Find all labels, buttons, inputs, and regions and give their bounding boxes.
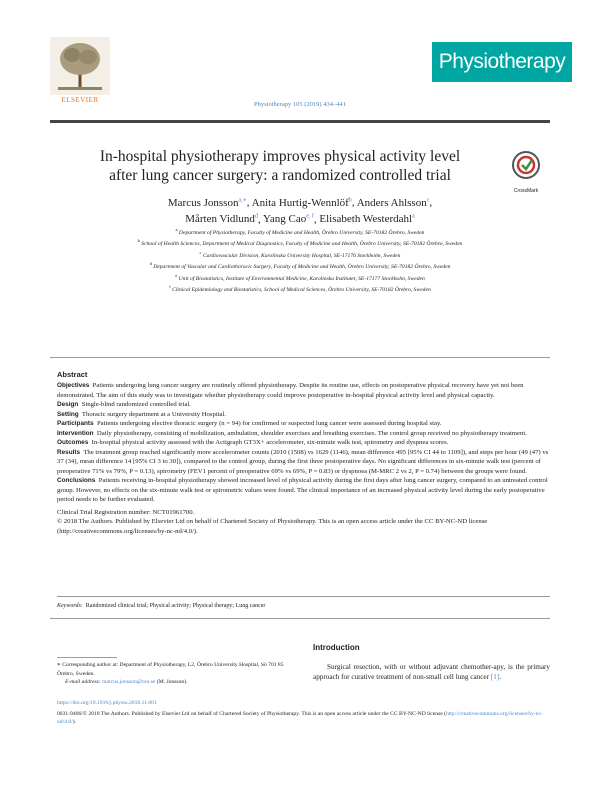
keywords-rule [57, 596, 550, 597]
license-link[interactable]: http://creativecommons.org/licenses/by-nc-nd/4.0/ [57, 711, 543, 725]
reference-link[interactable]: [1] [490, 673, 500, 681]
affiliation: $^a$ Department of Physiotherapy, Faculty of Medicine and Health, Örebro University, SE-70182 Örebro, Sweden [175, 227, 425, 236]
trial-registration: Clinical Trial Registration number: NCT01961700. [57, 508, 195, 516]
affiliation: $^d$ Department of Vascular and Cardiothoracic Surgery, Faculty of Medicine and Health, Örebro University, SE-70182 Örebro, Sweden [149, 261, 451, 271]
affiliation: $^b$ School of Health Sciences, Department of Medical Diagnostics, Faculty of Medicine and Health, Örebro University, SE-70182 Örebro, Sweden [137, 238, 463, 248]
crossmark-icon[interactable] [511, 150, 541, 190]
elsevier-tree-logo [50, 37, 110, 95]
title-line-1: In-hospital physiotherapy improves physical activity level [99, 148, 461, 165]
authors-line-1: Marcus Jonsson$^{a,∗}$, Anita Hurtig-Wennlöf$^b$, Anders Ahlsson$^c$, [167, 196, 433, 209]
author[interactable]: Yang Cao$^{e, f}$ [263, 213, 314, 226]
author[interactable]: Elisabeth Westerdahl$^a$ [319, 213, 415, 226]
abstract-outcomes: Outcomes In-hospital physical activity assessed with the Actigraph GT3X+ accelerometer, six-minute walk test, spirometry and dyspnea scores. [57, 439, 449, 446]
abstract-design: Design Single-blind randomized controlled trial. [57, 401, 191, 408]
corresponding-author-footnote: ∗ Corresponding author at: Department of Physiotherapy, L2, Örebro University Hospital, Sö 701 85 Örebro, Sweden. E-mail address: marcus.jonsson@oru.se (M. Jonsson). [57, 662, 284, 685]
journal-logo[interactable]: Physiotherapy [432, 42, 572, 82]
keywords: Keywords: Randomized clinical trial; Physical activity; Physical therapy; Lung cancer [57, 603, 266, 609]
introduction-text: Surgical resection, with or without adjuvant chemother-apy, is the primary approach for curative treatment of non-small cell lung cancer [1]. [313, 663, 550, 681]
license-statement: 0031-9406/© 2018 The Authors. Published by Elsevier Ltd on behalf of Chartered Society of Physiotherapy. This is an open access article under the CC BY-NC-ND license (http://creativecommons.org/licenses/by-nc-nd/4.0/). [57, 711, 543, 725]
doi-link[interactable]: https://doi.org/10.1016/j.physio.2018.11.001 [57, 700, 157, 706]
affiliation: $^f$ Clinical Epidemiology and Biostatistics, School of Medical Sciences, Örebro University, SE-70182 Örebro, Sweden [169, 284, 431, 294]
article-title [60, 147, 500, 185]
affiliation: $^c$ Cardiovascular Division, Karolinska University Hospital, SE-17176 Stockholm, Sweden [199, 249, 401, 259]
author[interactable]: Mårten Vidlund$^d$ [185, 213, 258, 226]
header-rule-thin [50, 120, 550, 121]
abstract-body [57, 381, 550, 536]
introduction-heading: Introduction [313, 643, 360, 652]
header-rule [50, 121, 550, 123]
abstract-setting: Setting Thoracic surgery department at a University Hospital. [57, 410, 227, 418]
email-link[interactable]: marcus.jonsson@oru.se [102, 679, 156, 685]
author[interactable]: Anita Hurtig-Wennlöf$^b$ [251, 196, 352, 209]
abstract-results: Results The treatment group reached significantly more accelerometer counts (2010 (1508) vs 1629 (1146), mean difference 495 [95% CI 44 to 1109]), and steps per hour (49 (47) vs 37 (34), mean difference 14 [95% CI 3 to 30]), compared to the control group, during the first three postoperative days. No significant differences in six-minute walk test (percent of preoperative 71% vs 79%, P = 0.13), spirometry (FEV1 percent of preoperative 69% vs 69%, P = 0.83) or dyspnoea (M-MRC 2 vs 2, P = 0.74) between the groups were found. [57, 448, 549, 475]
author-list [90, 193, 510, 226]
abstract-bottom-rule [50, 618, 550, 619]
publisher-name: ELSEVIER [61, 96, 99, 104]
abstract-participants: Participants Patients undergoing elective thoracic surgery (n = 94) for confirmed or suspected lung cancer were assessed during hospital stay. [57, 420, 442, 427]
affiliation: $^e$ Unit of Biostatistics, Institute of Environmental Medicine, Karolinska Institutet, SE-17177 Stockholm, Sweden [175, 272, 425, 282]
affiliations [60, 226, 540, 295]
author[interactable]: Anders Ahlsson$^c$ [356, 196, 430, 209]
abstract-intervention: Intervention Daily physiotherapy, consisting of mobilization, ambulation, shoulder exercises and breathing exercises. The control group received no physiotherapy treatment. [57, 429, 527, 437]
footnote-rule [57, 657, 117, 658]
abstract-conclusions: Conclusions Patients receiving in-hospital physiotherapy showed increased level of physical activity during the first days after lung cancer surgery, compared to an untreated control group. However, no effects on the six-minute walk test or spirometric values were found. The clinical importance of an increased physical activity level during the early postoperative period needs to be further evaluated. [57, 477, 548, 503]
author[interactable]: Marcus Jonsson$^{a,∗}$ [167, 196, 247, 209]
journal-citation[interactable]: Physiotherapy 105 (2019) 434–441 [254, 101, 346, 108]
abstract-heading: Abstract [57, 370, 88, 379]
abstract-copyright: © 2018 The Authors. Published by Elsevier Ltd on behalf of Chartered Society of Physiotherapy. This is an open access article under the CC BY-NC-ND license (http://creativecommons.org/licenses/by-nc-nd/4.0/). [57, 518, 488, 535]
crossmark-label[interactable]: CrossMark [513, 188, 539, 194]
abstract-top-rule [50, 357, 550, 358]
title-line-2: after lung cancer surgery: a randomized controlled trial [109, 167, 451, 184]
authors-line-2: Mårten Vidlund$^d$, Yang Cao$^{e, f}$, Elisabeth Westerdahl$^a$ [185, 213, 415, 226]
abstract-objectives: Objectives Patients undergoing lung cancer surgery are routinely offered physiotherapy. Despite its routine use, effects on postoperative physical recovery have yet not been demonstrated. The aim of this study was to investigate whether physiotherapy could improve postoperative in-hospital physical activity level and physical capacity. [57, 382, 524, 399]
